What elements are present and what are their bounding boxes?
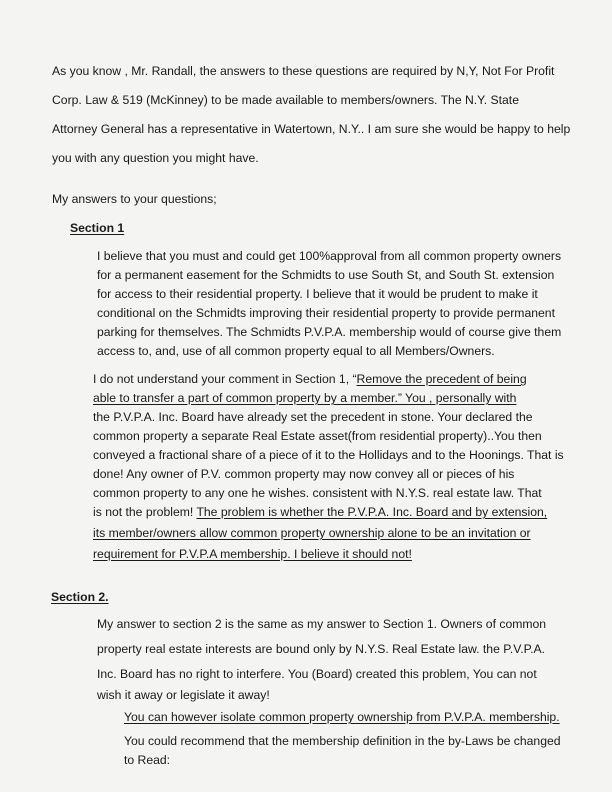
intro-line-4: you with any question you might have. (52, 151, 259, 165)
section-1-para2-line-2: able to transfer a part of common property by a member.” You , personally with (93, 391, 517, 405)
section-1-para2-line-8 (93, 505, 547, 519)
intro-line-2: Corp. Law & 519 (McKinney) to be made available to members/owners. The N.Y. State (52, 93, 519, 107)
section-2-recommend-line-2: to Read: (124, 753, 171, 767)
para2-line-8-text: is not the problem! (93, 505, 197, 519)
section-1-para2-line-10: requirement for P.V.P.A membership. I believe it should not! (93, 547, 412, 561)
section-1-para1-line-5: parking for themselves. The Schmidts P.V.P.A. membership would of course give them (97, 325, 562, 339)
section-1-heading: Section 1 (70, 221, 125, 235)
section-2-line-1: My answer to section 2 is the same as my answer to Section 1. Owners of common (97, 617, 547, 631)
section-1-para2-line-5: conveyed a fractional share of a piece of it to the Hollidays and to the Hoonings. That is (93, 448, 564, 462)
section-1-para1-line-3: for access to their residential property. I believe that it would be prudent to make it (97, 287, 538, 301)
section-1-para1-line-2: for a permanent easement for the Schmidts to use South St, and South St. extension (97, 268, 555, 282)
section-2-heading: Section 2. (51, 590, 109, 604)
section-2-recommend-line-1: You could recommend that the membership definition in the by-Laws be changed (124, 734, 561, 748)
section-1-para2-line-9: its member/owners allow common property ownership alone to be an invitation or (93, 526, 531, 540)
para2-line-1-text: I do not understand your comment in Section 1, “ (93, 372, 357, 386)
section-1-para1-line-6: access to, and, use of all common property equal to all Members/Owners. (97, 344, 495, 358)
section-1-para2-line-4: common property a separate Real Estate asset(from residential property)..You then (93, 429, 542, 443)
section-2-underlined-statement: You can however isolate common property ownership from P.V.P.A. membership. (124, 710, 560, 724)
answers-heading: My answers to your questions; (52, 192, 217, 206)
section-1-para2-line-7: common property to any one he wishes. consistent with N.Y.S. real estate law. That (93, 486, 542, 500)
problem-statement-start: The problem is whether the P.V.P.A. Inc. Board and by extension, (196, 505, 548, 519)
section-2-line-4: wish it away or legislate it away! (97, 688, 270, 702)
section-2-line-2: property real estate interests are bound only by N.Y.S. Real Estate law. the P.V.P.A. (97, 642, 546, 656)
quoted-comment-start: Remove the precedent of being (356, 372, 527, 386)
section-1-para1-line-4: conditional on the Schmidts improving their residential property to provide permanent (97, 306, 555, 320)
intro-line-1: As you know , Mr. Randall, the answers to these questions are required by N,Y, Not For Profit (52, 64, 555, 78)
section-1-para1-line-1: I believe that you must and could get 100%approval from all common property owners (97, 249, 562, 263)
section-1-para2-line-3: the P.V.P.A. Inc. Board have already set the precedent in stone. Your declared the (93, 410, 533, 424)
section-1-para2-line-1 (93, 372, 527, 386)
intro-line-3: Attorney General has a representative in Watertown, N.Y.. I am sure she would be happy to help (52, 122, 571, 136)
section-1-para2-line-6: done! Any owner of P.V. common property may now convey all or pieces of his (93, 467, 515, 481)
section-2-line-3: Inc. Board has no right to interfere. You (Board) created this problem, You can not (97, 667, 537, 681)
